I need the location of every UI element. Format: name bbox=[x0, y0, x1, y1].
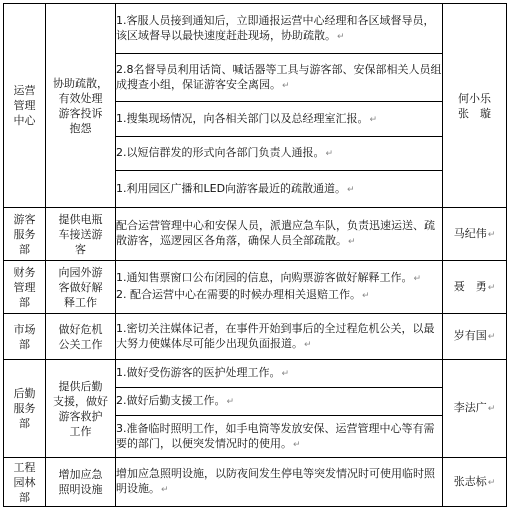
department-cell: 后勤 服务 部 bbox=[4, 360, 46, 458]
task-cell: 2.以短信群发的形式向各部门负责人通报。↵ bbox=[116, 137, 443, 171]
task-cell: 3.准备临时照明工作，如手电筒等发放安保、运营管理中心等有需要的部门，以便突发情况时的使用。↵ bbox=[116, 416, 443, 458]
emergency-responsibility-table bbox=[3, 3, 507, 507]
owner-cell: 岁有国↵ bbox=[443, 314, 507, 360]
table-row bbox=[4, 4, 507, 54]
department-cell: 工程 园林 部 bbox=[4, 458, 46, 507]
responsibility-cell: 提供电瓶 车接送游 客 bbox=[46, 208, 116, 261]
task-cell: 1.利用园区广播和LED向游客最近的疏散通道。↵ bbox=[116, 171, 443, 208]
responsibility-cell: 做好危机 公关工作 bbox=[46, 314, 116, 360]
responsibility-cell: 增加应急 照明设施 bbox=[46, 458, 116, 507]
responsibility-cell: 协助疏散， 有效处理 游客投诉 抱怨 bbox=[46, 4, 116, 208]
task-cell: 2.8名督导员利用话筒、喊话器等工具与游客部、安保部相关人员组成搜查小组，保证游客安全离园。↵ bbox=[116, 54, 443, 102]
table-row bbox=[4, 314, 507, 360]
task-cell: 配合运营管理中心和安保人员，派遣应急车队，负责迅速运送、疏散游客，巡逻园区各角落，确保人员全部疏散。↵ bbox=[116, 208, 443, 261]
owner-cell: 李法广↵ bbox=[443, 360, 507, 458]
table-row bbox=[4, 360, 507, 388]
department-cell: 财务 管理 部 bbox=[4, 261, 46, 314]
task-cell: 增加应急照明设施，以防夜间发生停电等突发情况时可使用临时照明设施。↵ bbox=[116, 458, 443, 507]
owner-cell: 张志标↵ bbox=[443, 458, 507, 507]
department-cell: 运营 管理 中心 bbox=[4, 4, 46, 208]
task-cell: 1.做好受伤游客的医护处理工作。↵ bbox=[116, 360, 443, 388]
department-cell: 市场 部 bbox=[4, 314, 46, 360]
responsibility-cell: 向园外游 客做好解 释工作 bbox=[46, 261, 116, 314]
department-cell: 游客 服务 部 bbox=[4, 208, 46, 261]
responsibility-cell: 提供后勤 支援，做好 游客救护 工作 bbox=[46, 360, 116, 458]
task-cell: 1.密切关注媒体记者，在事件开始到事后的全过程危机公关，以最大努力使媒体尽可能少出现负面报道。↵ bbox=[116, 314, 443, 360]
table-row bbox=[4, 208, 507, 261]
task-cell: 1.通知售票窗口公布闭园的信息，向购票游客做好解释工作。↵ 2. 配合运营中心在需要的时候办理相关退赔工作。↵ bbox=[116, 261, 443, 314]
owner-cell: 马纪伟↵ bbox=[443, 208, 507, 261]
owner-cell: 聂 勇↵ bbox=[443, 261, 507, 314]
table-row bbox=[4, 458, 507, 507]
table-row bbox=[4, 261, 507, 314]
task-cell: 1.客服人员接到通知后，立即通报运营中心经理和各区域督导员，该区域督导以最快速度赶赴现场，协助疏散。↵ bbox=[116, 4, 443, 54]
task-cell: 2.做好后勤支援工作。↵ bbox=[116, 388, 443, 416]
owner-cell: 何小乐 张 璇 bbox=[443, 4, 507, 208]
task-cell: 1.搜集现场情况，向各相关部门以及总经理室汇报。↵ bbox=[116, 102, 443, 137]
